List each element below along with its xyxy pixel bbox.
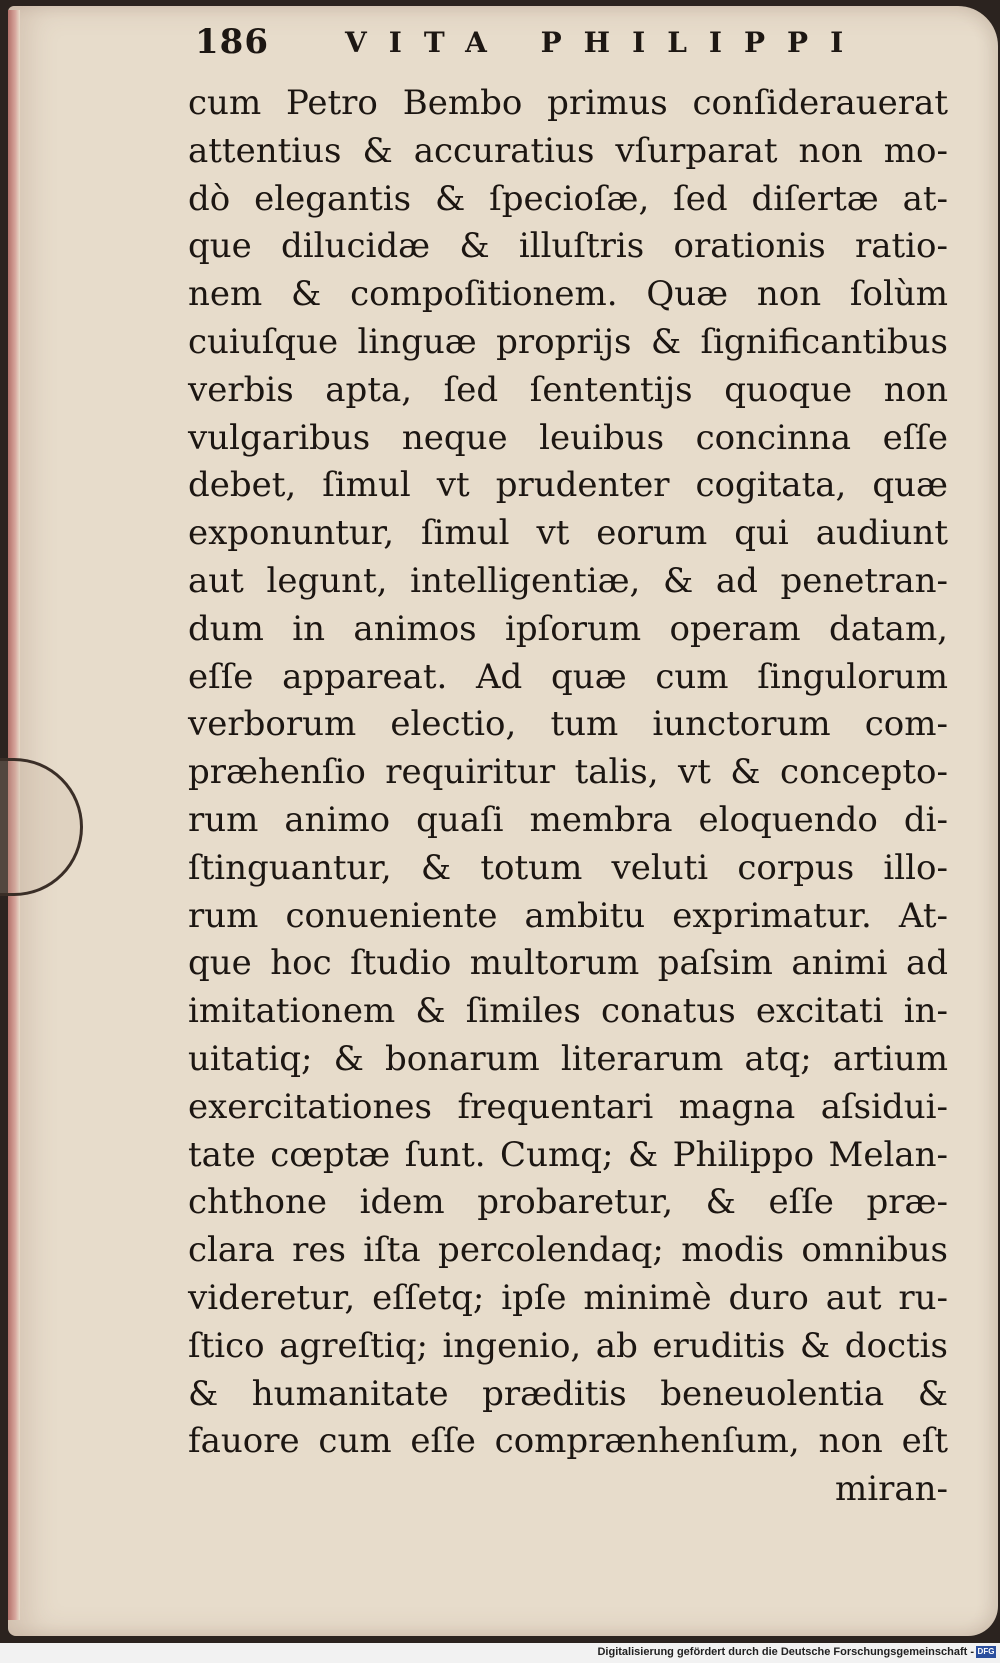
text-line: eſſe appareat. Ad quæ cum ſingulorum: [188, 656, 948, 697]
text-line: videretur, eſſetq; ipſe minimè duro aut ru-: [188, 1277, 948, 1318]
text-line: clara res iſta percolendaq; modis omnibus: [188, 1230, 948, 1271]
text-line: ſtico agreſtiq; ingenio, ab eruditis & doctis: [188, 1325, 948, 1366]
text-line: fauore cum eſſe comprænhenſum, non eſt: [188, 1421, 948, 1462]
text-line: debet, ſimul vt prudenter cogitata, quæ: [188, 465, 948, 506]
text-line: exercitationes frequentari magna aſsidui-: [188, 1086, 948, 1127]
text-line: uitatiq; & bonarum literarum atq; artium: [188, 1038, 948, 1079]
text-line: exponuntur, ſimul vt eorum qui audiunt: [188, 513, 948, 554]
text-line: que dilucidæ & illuſtris orationis ratio-: [188, 226, 948, 267]
page-header: [195, 22, 955, 62]
text-line: imitationem & ſimiles conatus excitati in-: [188, 991, 948, 1032]
text-line: cuiuſque linguæ proprijs & ſignificantibus: [188, 321, 948, 362]
text-line: & humanitate præditis beneuolentia &: [188, 1373, 948, 1414]
catchword: miran-: [834, 1469, 948, 1510]
text-line: cum Petro Bembo primus conſiderauerat: [188, 83, 948, 123]
running-head: VITA PHILIPPI: [345, 26, 866, 59]
text-line: vulgaribus neque leuibus concinna eſſe: [188, 417, 948, 458]
text-line: aut legunt, intelligentiæ, & ad penetran-: [188, 560, 948, 601]
text-line: præhenſio requiritur talis, vt & concepto-: [188, 752, 948, 793]
text-line: verbis apta, ſed ſententijs quoque non: [188, 369, 948, 410]
text-line: attentius & accuratius vſurparat non mo-: [188, 130, 948, 171]
page-number: 186: [195, 22, 269, 62]
text-line: que hoc ſtudio multorum paſsim animi ad: [188, 943, 948, 984]
dfg-logo: DFG: [977, 1647, 995, 1656]
text-line: dum in animos ipſorum operam datam,: [188, 608, 948, 649]
text-line: dò elegantis & ſpecioſæ, ſed diſertæ at-: [188, 178, 948, 219]
text-line: nem & compoſitionem. Quæ non ſolùm: [188, 274, 948, 315]
body-text: [188, 80, 948, 1514]
text-line: rum animo quaſi membra eloquendo di-: [188, 799, 948, 840]
text-line: chthone idem probaretur, & eſſe præ-: [188, 1182, 948, 1223]
text-line: tate cœptæ ſunt. Cumq; & Philippo Melan-: [188, 1134, 948, 1175]
digitization-credit: Digitalisierung gefördert durch die Deutsche Forschungsgemeinschaft -: [597, 1646, 974, 1658]
text-line: verborum electio, tum iunctorum com-: [188, 704, 948, 745]
text-line: rum conueniente ambitu exprimatur. At-: [188, 895, 948, 936]
text-line: ſtinguantur, & totum veluti corpus illo-: [188, 847, 948, 888]
